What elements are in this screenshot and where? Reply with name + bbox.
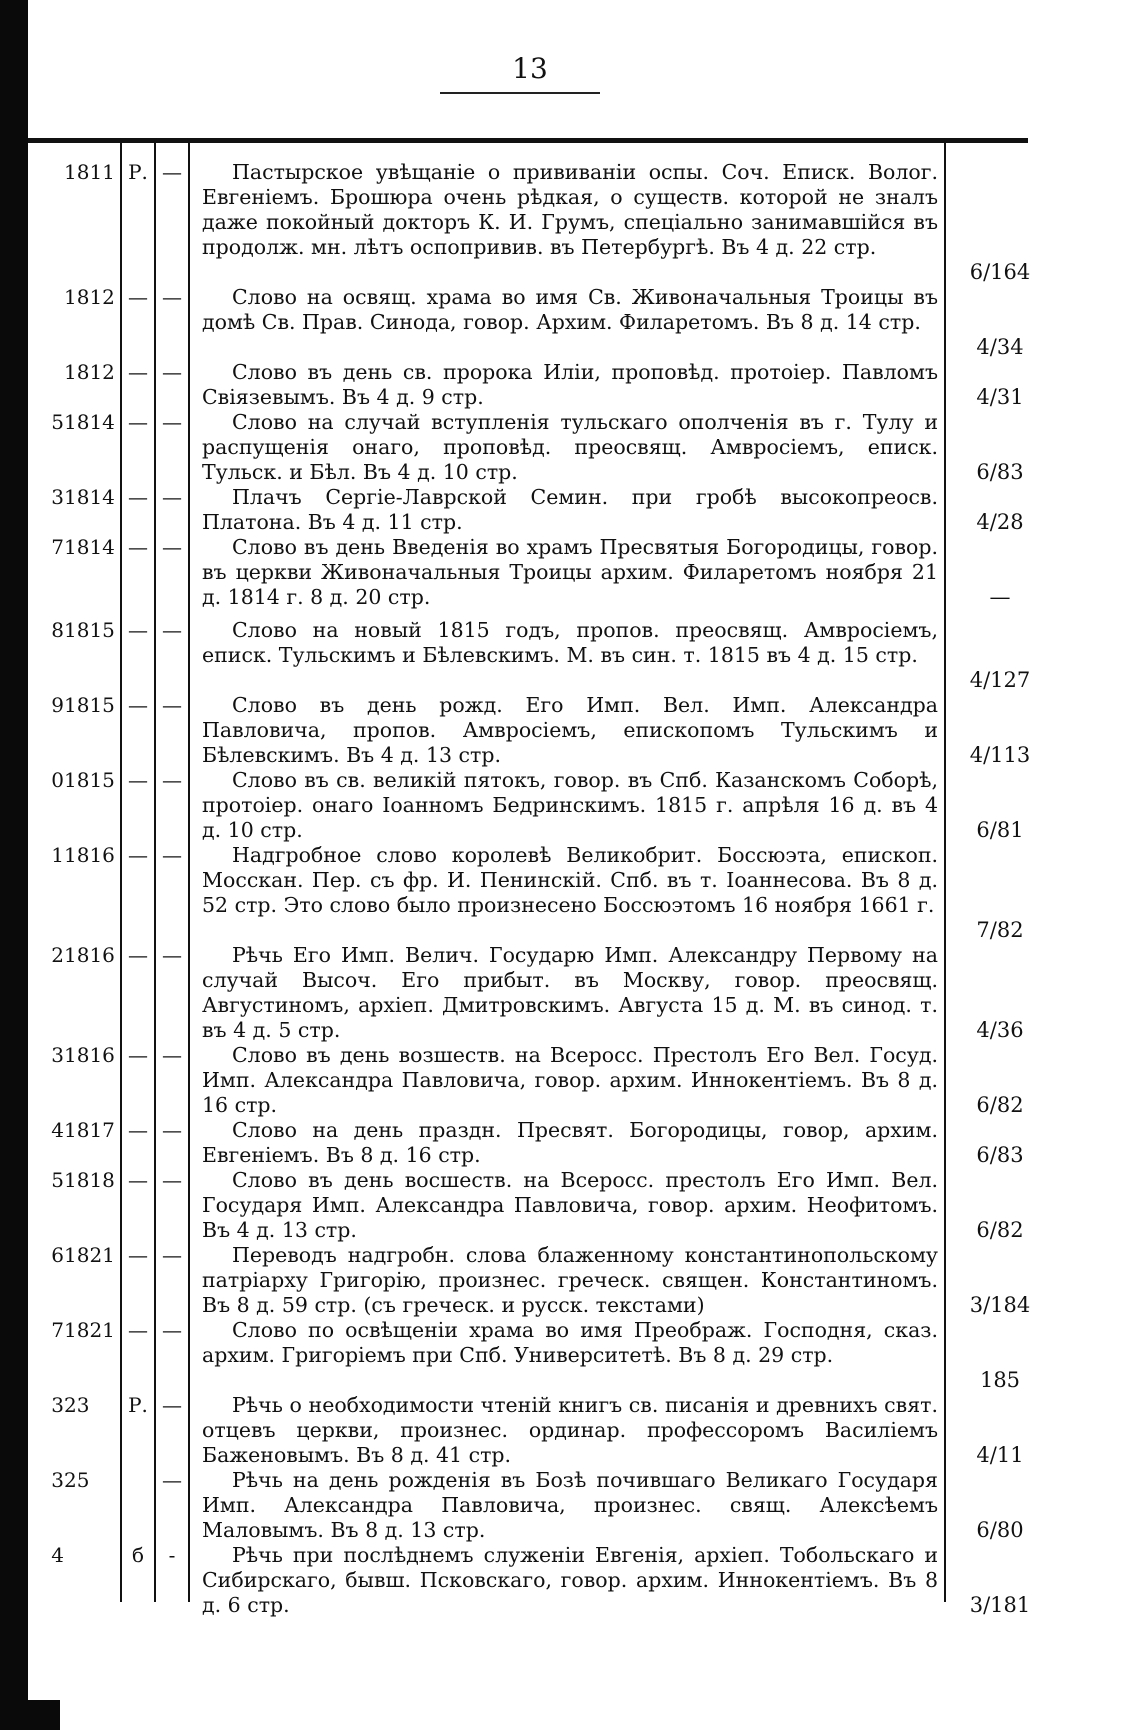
entry-year: 25 — [64, 1468, 90, 1492]
entry-year: 1815 — [64, 618, 115, 642]
entry-number: 2 — [51, 943, 64, 967]
entry-col2: — — [128, 485, 148, 509]
entry-col3: — — [162, 360, 182, 384]
entry-col3: — — [162, 535, 182, 559]
entry-number: 6 — [51, 1243, 64, 1267]
entry-number: 7 — [51, 1318, 64, 1342]
entry-text: Слово въ день св. пророка Иліи, проповѣд. протоіер. Павломъ Свіязевымъ. Въ 4 д. 9 стр. — [202, 360, 938, 409]
entry-text: Слово въ день Введенія во храмъ Пресвятыя Богородицы, говор. въ церкви Живоначальныя Троицы архим. Филаретомъ ноября 21 д. 1814 г. 8 д. 20 стр. — [202, 535, 938, 609]
entry-price: 4/127 — [969, 668, 1031, 692]
entry-text: Рѣчь о необходимости чтеній книгъ св. писанія и древнихъ свят. отцевъ церкви, произнес. ординар. профессоромъ Василіемъ Баженовымъ. Въ 8 д. 41 стр. — [202, 1393, 938, 1467]
entry-year: 1812 — [64, 285, 115, 309]
entry-col2: б — [131, 1543, 145, 1567]
page-number: 13 — [512, 52, 548, 85]
entry-col2: — — [128, 1043, 148, 1067]
entry-year: 1814 — [64, 535, 115, 559]
entry-col2: — — [128, 618, 148, 642]
entry-year: 1816 — [64, 843, 115, 867]
entry-year: 1817 — [64, 1118, 115, 1142]
entry-text: Надгробное слово королевѣ Великобрит. Боссюэта, епископ. Мосскан. Пер. съ фр. И. Пенинскій. Спб. въ т. Іоаннесова. Въ 8 д. 52 стр. Это слово было произнесено Боссюэтомъ 16 ноября 1661 г. — [202, 843, 938, 917]
entry-text: Слово на освящ. храма во имя Св. Живоначальныя Троицы въ домѣ Св. Прав. Синода, говор. Архим. Филаретомъ. Въ 8 д. 14 стр. — [202, 285, 938, 334]
entry-price: 3/181 — [969, 1593, 1031, 1617]
entry-col3: — — [162, 1243, 182, 1267]
column-divider-col2 — [154, 142, 156, 1602]
entry-number: 5 — [51, 1168, 64, 1192]
entry-col3: — — [162, 618, 182, 642]
entry-col2: — — [128, 843, 148, 867]
entry-text: Переводъ надгробн. слова блаженному константинопольскому патріарху Григорію, произнес. греческ. священ. Константиномъ. Въ 8 д. 59 стр. (съ греческ. и русск. текстами) — [202, 1243, 938, 1317]
page-number-rule — [440, 92, 600, 94]
entry-col3: — — [162, 485, 182, 509]
entry-col2: — — [128, 768, 148, 792]
entry-price: 6/164 — [969, 260, 1031, 284]
entry-text: Слово въ день возшеств. на Всеросс. Престолъ Его Вел. Госуд. Имп. Александра Павловича, говор. архим. Иннокентіемъ. Въ 8 д. 16 стр. — [202, 1043, 938, 1117]
entry-year: 1811 — [64, 160, 115, 184]
entry-year: 1815 — [64, 693, 115, 717]
entry-text: Рѣчь Его Имп. Велич. Государю Имп. Александру Первому на случай Высоч. Его прибыт. въ Москву, говор. преосвящ. Августиномъ, архіеп. Дмитровскимъ. Августа 15 д. М. въ синод. т. въ 4 д. 5 стр. — [202, 943, 938, 1042]
entry-number: 8 — [51, 618, 64, 642]
entry-text: Пастырское увѣщаніе о прививаніи оспы. Соч. Еписк. Волог. Евгеніемъ. Брошюра очень рѣдкая, о существ. которой не зналъ даже покойный докторъ К. И. Грумъ, спеціально занимавшійся въ продолж. мн. лѣтъ оспопривив. въ Петербургѣ. Въ 4 д. 22 стр. — [202, 160, 938, 259]
entry-price: 7/82 — [976, 918, 1024, 942]
entry-col3: — — [162, 1168, 182, 1192]
entry-text: Рѣчь на день рожденія въ Бозѣ почившаго Великаго Государя Имп. Александра Павловича, произнес. свящ. Алексѣемъ Маловымъ. Въ 8 д. 13 стр. — [202, 1468, 938, 1542]
entry-text: Слово по освѣщеніи храма во имя Преображ. Господня, сказ. архим. Григоріемъ при Спб. Университетѣ. Въ 8 д. 29 стр. — [202, 1318, 938, 1367]
entry-col2: — — [128, 1168, 148, 1192]
entry-text: Слово въ св. великій пятокъ, говор. въ Спб. Казанскомъ Соборѣ, протоіер. онаго Іоанномъ Бедринскимъ. 1815 г. апрѣля 16 д. въ 4 д. 10 стр. — [202, 768, 938, 842]
entry-price: 4/28 — [976, 510, 1024, 534]
entry-text: Плачъ Сергіе-Лаврской Семин. при гробѣ высокопреосв. Платона. Въ 4 д. 11 стр. — [202, 485, 938, 534]
entry-number: 3 — [51, 1043, 64, 1067]
entry-year: 1814 — [64, 485, 115, 509]
entry-col2: — — [128, 535, 148, 559]
entry-col3: — — [162, 768, 182, 792]
entry-year: 1812 — [64, 360, 115, 384]
entry-number: 4 — [51, 1118, 64, 1142]
column-divider-price — [944, 142, 946, 1602]
entry-year: 1821 — [64, 1243, 115, 1267]
entry-text: Слово на день праздн. Пресвят. Богородицы, говор, архим. Евгеніемъ. Въ 8 д. 16 стр. — [202, 1118, 938, 1167]
entry-text: Слово въ день восшеств. на Всеросс. престолъ Его Имп. Вел. Государя Имп. Александра Павловича, говор. архим. Неофитомъ. Въ 4 д. 13 стр. — [202, 1168, 938, 1242]
entry-price: 185 — [979, 1368, 1021, 1392]
left-page-edge — [0, 0, 28, 1730]
entry-price: 4/11 — [976, 1443, 1024, 1467]
entry-col2: Р. — [128, 160, 148, 184]
entry-col2: — — [128, 693, 148, 717]
entry-col2: — — [128, 1318, 148, 1342]
entry-col3: — — [162, 1468, 182, 1492]
entry-year: 1816 — [64, 1043, 115, 1067]
entry-text: Слово на новый 1815 годъ, пропов. преосвящ. Амвросіемъ, еписк. Тульскимъ и Бѣлевскимъ. М. въ син. т. 1815 въ 4 д. 15 стр. — [202, 618, 938, 667]
entry-price: 4/113 — [969, 743, 1031, 767]
entry-text: Рѣчь при послѣднемъ служеніи Евгенія, архіеп. Тобольскаго и Сибирскаго, бывш. Псковскаго, говор. архим. Иннокентіемъ. Въ 8 д. 6 стр. — [202, 1543, 938, 1617]
entry-number: 3 — [51, 1468, 64, 1492]
entry-number: 9 — [51, 693, 64, 717]
entry-col3: — — [162, 160, 182, 184]
entry-text: Слово на случай вступленія тульскаго ополченія въ г. Тулу и распущенія онаго, проповѣд. преосвящ. Амвросіемъ, еписк. Тульск. и Бѣл. Въ 4 д. 10 стр. — [202, 410, 938, 484]
entry-col2: — — [128, 285, 148, 309]
entry-year: 1815 — [64, 768, 115, 792]
entry-year: 1821 — [64, 1318, 115, 1342]
entry-number: 7 — [51, 535, 64, 559]
entry-number: 4 — [51, 1543, 64, 1567]
entry-col3: — — [162, 410, 182, 434]
entry-col2: — — [128, 1243, 148, 1267]
entry-price: 3/184 — [969, 1293, 1031, 1317]
entry-number: 3 — [51, 1393, 64, 1417]
header-rule — [28, 138, 1028, 143]
entry-col3: — — [162, 1393, 182, 1417]
entry-col3: - — [168, 1543, 176, 1567]
entry-col2: — — [128, 410, 148, 434]
entry-price: 6/82 — [976, 1093, 1024, 1117]
entry-price: 6/81 — [976, 818, 1024, 842]
entry-col2: — — [128, 1118, 148, 1142]
entry-year: 1818 — [64, 1168, 115, 1192]
entry-price: 6/82 — [976, 1218, 1024, 1242]
entry-col2: — — [128, 943, 148, 967]
entry-number: 5 — [51, 410, 64, 434]
entry-col2: — — [128, 360, 148, 384]
entry-col3: — — [162, 285, 182, 309]
entry-price: 6/83 — [976, 1143, 1024, 1167]
entry-number: 3 — [51, 485, 64, 509]
left-page-edge-bottom — [0, 1700, 60, 1730]
entry-col3: — — [162, 1318, 182, 1342]
entry-number: 0 — [51, 768, 64, 792]
entry-col3: — — [162, 693, 182, 717]
entry-price: — — [989, 585, 1011, 609]
entry-text: Слово въ день рожд. Его Имп. Вел. Имп. Александра Павловича, пропов. Амвросіемъ, епископомъ Тульскимъ и Бѣлевскимъ. Въ 4 д. 13 стр. — [202, 693, 938, 767]
entry-col3: — — [162, 943, 182, 967]
entry-price: 4/36 — [976, 1018, 1024, 1042]
entry-price: 4/31 — [976, 385, 1024, 409]
entry-col3: — — [162, 1043, 182, 1067]
entry-price: 6/80 — [976, 1518, 1024, 1542]
entry-year: 23 — [64, 1393, 90, 1417]
entry-col3: — — [162, 843, 182, 867]
entry-col2: Р. — [128, 1393, 148, 1417]
entry-year: 1814 — [64, 410, 115, 434]
column-divider-col3 — [188, 142, 190, 1602]
entry-number: 1 — [51, 843, 64, 867]
entry-price: 4/34 — [976, 335, 1024, 359]
entry-year: 1816 — [64, 943, 115, 967]
entry-col3: — — [162, 1118, 182, 1142]
entry-price: 6/83 — [976, 460, 1024, 484]
